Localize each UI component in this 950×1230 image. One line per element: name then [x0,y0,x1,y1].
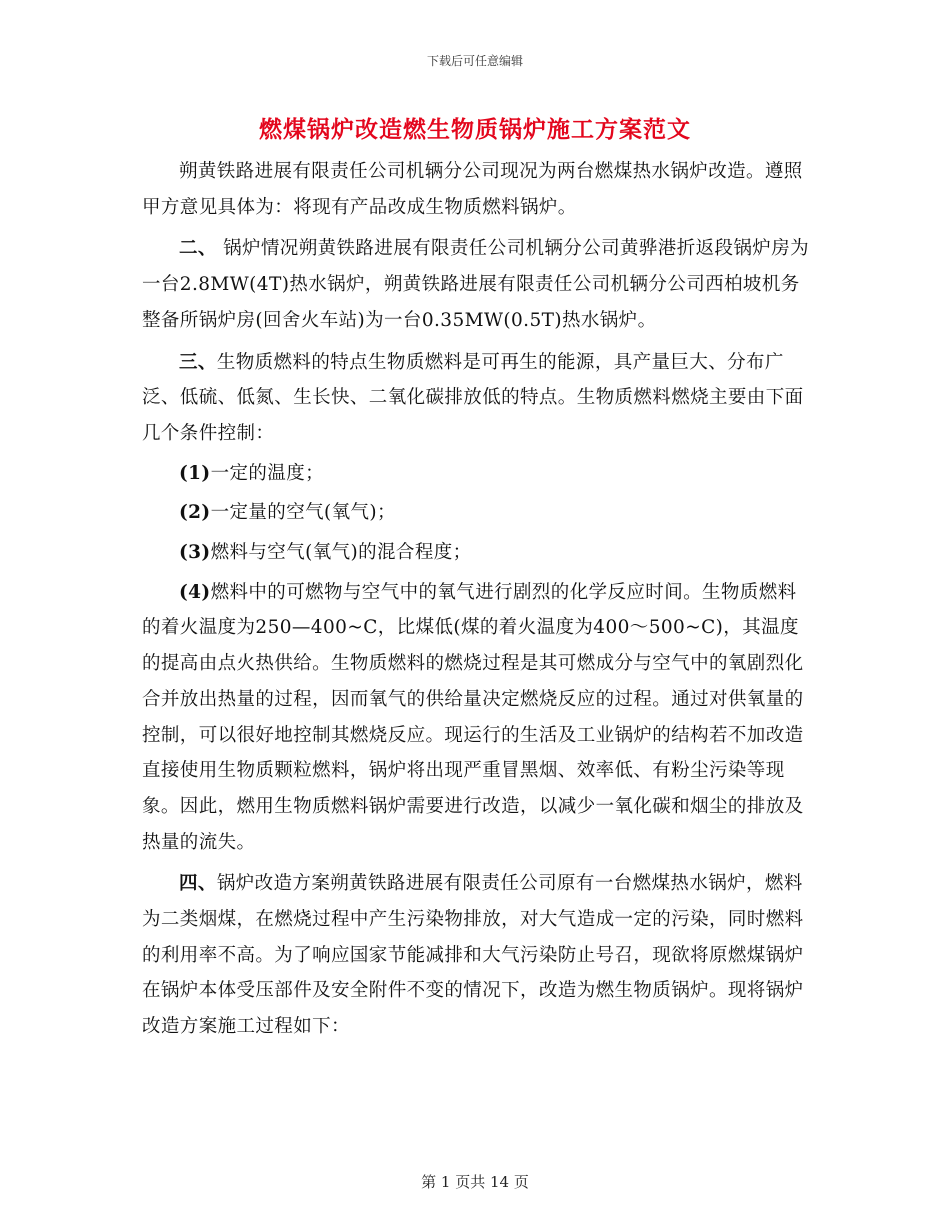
list-item-2-text: 一定量的空气(氧气)； [210,502,396,524]
section-2-text: 锅炉情况朔黄铁路进展有限责任公司机辆分公司黄骅港折返段锅炉房为一台2.8MW(4T)热水锅炉，朔黄铁路进展有限责任公司机辆分公司西柏坡机务整备所锅炉房(回舍火车站)为一台0.35MW(0.5T)热水锅炉。 [142,238,809,331]
list-item-4-number: (4) [179,581,211,603]
section-3-text: 生物质燃料的特点生物质燃料是可再生的能源，具产量巨大、分布广泛、低硫、低氮、生长快、二氧化碳排放低的特点。生物质燃料燃烧主要由下面几个条件控制： [142,351,804,444]
paragraph-section-4 [142,866,812,1045]
list-item-2 [142,495,812,531]
list-item-3-number: (3) [179,542,211,564]
list-item-1 [142,456,812,492]
section-3-number: 三、 [179,351,217,373]
paragraph-intro: 朔黄铁路进展有限责任公司机辆分公司现况为两台燃煤热水锅炉改造。遵照甲方意见具体为：将现有产品改成生物质燃料锅炉。 [142,161,803,218]
list-item-1-text: 一定的温度； [210,462,324,484]
page-footer: 第 1 页共 14 页 [421,1173,529,1191]
paragraph-section-3 [142,345,812,452]
list-item-1-number: (1) [179,462,211,484]
list-item-3-text: 燃料与空气(氧气)的混合程度； [210,542,472,564]
list-item-4-text: 燃料中的可燃物与空气中的氧气进行剧烈的化学反应时间。生物质燃料的着火温度为250—400~C，比煤低(煤的着火温度为400～500~C)，其温度的提高由点火热供给。生物质燃料的燃烧过程是其可燃成分与空气中的氧剧烈化合并放出热量的过程，因而氧气的供给量决定燃烧反应的过程。通过对供氧量的控制，可以很好地控制其燃烧反应。现运行的生活及工业锅炉的结构若不加改造直接使用生物质颗粒燃料，锅炉将出现严重冒黑烟、效率低、有粉尘污染等现象。因此，燃用生物质燃料锅炉需要进行改造，以减少一氧化碳和烟尘的排放及热量的流失。 [142,581,804,853]
list-item-3 [142,535,812,571]
section-4-number: 四、 [179,873,217,895]
section-4-text: 锅炉改造方案朔黄铁路进展有限责任公司原有一台燃煤热水锅炉，燃料为二类烟煤，在燃烧过程中产生污染物排放，对大气造成一定的污染，同时燃料的利用率不高。为了响应国家节能减排和大气污染防止号召，现欲将原燃煤锅炉在锅炉本体受压部件及安全附件不变的情况下，改造为燃生物质锅炉。现将锅炉改造方案施工过程如下： [142,873,804,1038]
list-item-4 [142,575,812,861]
section-2-number: 二、 [179,238,217,260]
page-header: 下载后可任意编辑 [426,54,523,68]
document-body [142,154,812,1045]
paragraph-section-2 [142,231,812,338]
list-item-2-number: (2) [179,502,211,524]
document-title: 燃煤锅炉改造燃生物质锅炉施工方案范文 [259,116,691,143]
